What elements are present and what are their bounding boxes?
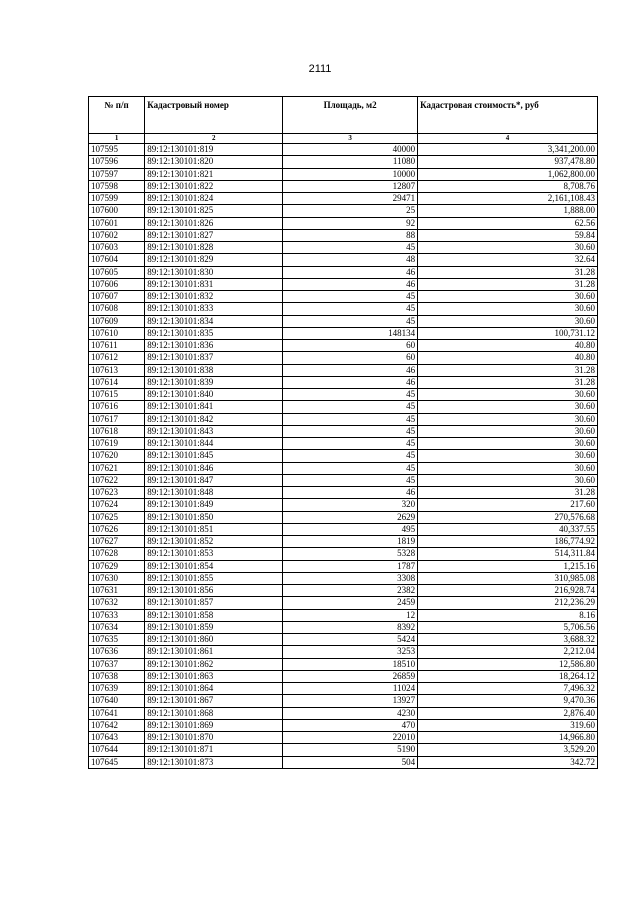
area-cell: 46 <box>283 266 418 278</box>
cadastral-number-cell: 89:12:130101:852 <box>145 536 283 548</box>
area-cell: 320 <box>283 499 418 511</box>
cadastral-number-cell: 89:12:130101:860 <box>145 634 283 646</box>
cadastral-number-cell: 89:12:130101:849 <box>145 499 283 511</box>
cadastral-number-cell: 89:12:130101:851 <box>145 523 283 535</box>
cadastral-cost-cell: 40.80 <box>418 340 598 352</box>
area-cell: 5424 <box>283 634 418 646</box>
row-number-cell: 107610 <box>89 327 145 339</box>
table-row <box>89 291 598 303</box>
row-number-cell: 107622 <box>89 474 145 486</box>
area-cell: 40000 <box>283 144 418 156</box>
area-cell: 60 <box>283 352 418 364</box>
area-cell: 45 <box>283 413 418 425</box>
table-row <box>89 450 598 462</box>
table-row <box>89 156 598 168</box>
area-cell: 5328 <box>283 548 418 560</box>
cadastral-number-cell: 89:12:130101:820 <box>145 156 283 168</box>
cadastral-number-cell: 89:12:130101:830 <box>145 266 283 278</box>
page-number: 2111 <box>308 63 332 75</box>
cadastral-cost-cell: 12,586.80 <box>418 658 598 670</box>
row-number-cell: 107597 <box>89 168 145 180</box>
cadastral-number-cell: 89:12:130101:857 <box>145 597 283 609</box>
header-area: Площадь, м2 <box>283 97 418 134</box>
row-number-cell: 107598 <box>89 180 145 192</box>
table-row <box>89 229 598 241</box>
cadastral-number-cell: 89:12:130101:854 <box>145 560 283 572</box>
area-cell: 13927 <box>283 695 418 707</box>
area-cell: 10000 <box>283 168 418 180</box>
table-row <box>89 572 598 584</box>
cadastral-cost-cell: 30.60 <box>418 401 598 413</box>
table-row <box>89 707 598 719</box>
cadastral-number-cell: 89:12:130101:840 <box>145 389 283 401</box>
area-cell: 12 <box>283 609 418 621</box>
cadastral-number-cell: 89:12:130101:819 <box>145 144 283 156</box>
area-cell: 4230 <box>283 707 418 719</box>
table-row <box>89 389 598 401</box>
cadastral-cost-cell: 270,576.68 <box>418 511 598 523</box>
cadastral-number-cell: 89:12:130101:869 <box>145 719 283 731</box>
column-number-4: 4 <box>418 134 598 144</box>
table-row <box>89 646 598 658</box>
cadastral-cost-cell: 100,731.12 <box>418 327 598 339</box>
area-cell: 1819 <box>283 536 418 548</box>
area-cell: 60 <box>283 340 418 352</box>
cadastral-cost-cell: 186,774.92 <box>418 536 598 548</box>
table-row <box>89 401 598 413</box>
cadastral-number-cell: 89:12:130101:862 <box>145 658 283 670</box>
area-cell: 18510 <box>283 658 418 670</box>
row-number-cell: 107629 <box>89 560 145 572</box>
cadastral-number-cell: 89:12:130101:864 <box>145 683 283 695</box>
cadastral-cost-cell: 30.60 <box>418 413 598 425</box>
cadastral-number-cell: 89:12:130101:835 <box>145 327 283 339</box>
area-cell: 45 <box>283 450 418 462</box>
cadastral-cost-cell: 2,212.04 <box>418 646 598 658</box>
area-cell: 46 <box>283 278 418 290</box>
table-row <box>89 744 598 756</box>
cadastral-number-cell: 89:12:130101:846 <box>145 462 283 474</box>
cadastral-number-cell: 89:12:130101:848 <box>145 487 283 499</box>
cadastral-cost-cell: 8,708.76 <box>418 180 598 192</box>
row-number-cell: 107595 <box>89 144 145 156</box>
row-number-cell: 107609 <box>89 315 145 327</box>
table-body <box>89 144 598 769</box>
cadastral-cost-cell: 310,985.08 <box>418 572 598 584</box>
area-cell: 46 <box>283 364 418 376</box>
table-row <box>89 585 598 597</box>
area-cell: 45 <box>283 242 418 254</box>
row-number-cell: 107633 <box>89 609 145 621</box>
cadastral-number-cell: 89:12:130101:853 <box>145 548 283 560</box>
row-number-cell: 107624 <box>89 499 145 511</box>
cadastral-cost-cell: 2,161,108.43 <box>418 193 598 205</box>
area-cell: 45 <box>283 462 418 474</box>
table-row <box>89 376 598 388</box>
cadastral-cost-cell: 30.60 <box>418 425 598 437</box>
table-row <box>89 670 598 682</box>
row-number-cell: 107627 <box>89 536 145 548</box>
column-number-1: 1 <box>89 134 145 144</box>
table-row <box>89 180 598 192</box>
cadastral-cost-cell: 30.60 <box>418 474 598 486</box>
row-number-cell: 107645 <box>89 756 145 768</box>
table-row <box>89 621 598 633</box>
area-cell: 12807 <box>283 180 418 192</box>
cadastral-number-cell: 89:12:130101:827 <box>145 229 283 241</box>
table-row <box>89 315 598 327</box>
row-number-cell: 107621 <box>89 462 145 474</box>
cadastral-number-cell: 89:12:130101:839 <box>145 376 283 388</box>
cadastral-cost-cell: 7,496.32 <box>418 683 598 695</box>
cadastral-cost-cell: 8.16 <box>418 609 598 621</box>
cadastral-number-cell: 89:12:130101:834 <box>145 315 283 327</box>
row-number-cell: 107601 <box>89 217 145 229</box>
area-cell: 45 <box>283 315 418 327</box>
table-row <box>89 756 598 768</box>
cadastral-cost-cell: 2,876.40 <box>418 707 598 719</box>
cadastral-cost-cell: 31.28 <box>418 376 598 388</box>
row-number-cell: 107641 <box>89 707 145 719</box>
cadastral-number-cell: 89:12:130101:871 <box>145 744 283 756</box>
table-row <box>89 352 598 364</box>
table-row <box>89 732 598 744</box>
cadastral-number-cell: 89:12:130101:873 <box>145 756 283 768</box>
table-row <box>89 144 598 156</box>
cadastral-number-cell: 89:12:130101:831 <box>145 278 283 290</box>
row-number-cell: 107600 <box>89 205 145 217</box>
area-cell: 3308 <box>283 572 418 584</box>
table-row <box>89 536 598 548</box>
cadastral-number-cell: 89:12:130101:821 <box>145 168 283 180</box>
cadastral-cost-cell: 30.60 <box>418 438 598 450</box>
area-cell: 48 <box>283 254 418 266</box>
table-row <box>89 719 598 731</box>
area-cell: 470 <box>283 719 418 731</box>
table-row <box>89 266 598 278</box>
row-number-cell: 107611 <box>89 340 145 352</box>
cadastral-registry-table <box>88 96 598 769</box>
cadastral-number-cell: 89:12:130101:836 <box>145 340 283 352</box>
cadastral-number-cell: 89:12:130101:868 <box>145 707 283 719</box>
cadastral-number-cell: 89:12:130101:859 <box>145 621 283 633</box>
cadastral-cost-cell: 1,888.00 <box>418 205 598 217</box>
header-cadastral-number: Кадастровый номер <box>145 97 283 134</box>
row-number-cell: 107607 <box>89 291 145 303</box>
cadastral-cost-cell: 9,470.36 <box>418 695 598 707</box>
table-row <box>89 168 598 180</box>
area-cell: 148134 <box>283 327 418 339</box>
area-cell: 504 <box>283 756 418 768</box>
cadastral-number-cell: 89:12:130101:828 <box>145 242 283 254</box>
row-number-cell: 107634 <box>89 621 145 633</box>
row-number-cell: 107625 <box>89 511 145 523</box>
cadastral-cost-cell: 1,215.16 <box>418 560 598 572</box>
area-cell: 1787 <box>283 560 418 572</box>
table-row <box>89 242 598 254</box>
table-row <box>89 340 598 352</box>
cadastral-number-cell: 89:12:130101:843 <box>145 425 283 437</box>
cadastral-number-cell: 89:12:130101:867 <box>145 695 283 707</box>
table-row <box>89 425 598 437</box>
cadastral-number-cell: 89:12:130101:844 <box>145 438 283 450</box>
cadastral-cost-cell: 216,928.74 <box>418 585 598 597</box>
area-cell: 26859 <box>283 670 418 682</box>
cadastral-number-cell: 89:12:130101:850 <box>145 511 283 523</box>
row-number-cell: 107635 <box>89 634 145 646</box>
row-number-cell: 107615 <box>89 389 145 401</box>
area-cell: 46 <box>283 487 418 499</box>
table-row <box>89 193 598 205</box>
table-row <box>89 474 598 486</box>
table-row <box>89 217 598 229</box>
row-number-cell: 107614 <box>89 376 145 388</box>
table-row <box>89 560 598 572</box>
table-row <box>89 327 598 339</box>
cadastral-number-cell: 89:12:130101:825 <box>145 205 283 217</box>
area-cell: 45 <box>283 425 418 437</box>
cadastral-number-cell: 89:12:130101:826 <box>145 217 283 229</box>
header-cadastral-cost: Кадастровая стоимость*, руб <box>418 97 598 134</box>
cadastral-cost-cell: 212,236.29 <box>418 597 598 609</box>
cadastral-cost-cell: 30.60 <box>418 242 598 254</box>
column-number-3: 3 <box>283 134 418 144</box>
row-number-cell: 107612 <box>89 352 145 364</box>
row-number-cell: 107630 <box>89 572 145 584</box>
cadastral-cost-cell: 1,062,800.00 <box>418 168 598 180</box>
cadastral-cost-cell: 62.56 <box>418 217 598 229</box>
row-number-cell: 107642 <box>89 719 145 731</box>
column-number-2: 2 <box>145 134 283 144</box>
table-row <box>89 683 598 695</box>
table-row <box>89 658 598 670</box>
row-number-cell: 107605 <box>89 266 145 278</box>
row-number-cell: 107640 <box>89 695 145 707</box>
cadastral-cost-cell: 31.28 <box>418 266 598 278</box>
cadastral-number-cell: 89:12:130101:847 <box>145 474 283 486</box>
area-cell: 45 <box>283 303 418 315</box>
area-cell: 25 <box>283 205 418 217</box>
table-row <box>89 205 598 217</box>
header-row-number: № п/п <box>89 97 145 134</box>
cadastral-cost-cell: 3,688.32 <box>418 634 598 646</box>
row-number-cell: 107637 <box>89 658 145 670</box>
row-number-cell: 107608 <box>89 303 145 315</box>
table-row <box>89 511 598 523</box>
cadastral-cost-cell: 32.64 <box>418 254 598 266</box>
area-cell: 2629 <box>283 511 418 523</box>
table-row <box>89 462 598 474</box>
cadastral-cost-cell: 5,706.56 <box>418 621 598 633</box>
area-cell: 5190 <box>283 744 418 756</box>
area-cell: 2382 <box>283 585 418 597</box>
row-number-cell: 107631 <box>89 585 145 597</box>
row-number-cell: 107620 <box>89 450 145 462</box>
cadastral-number-cell: 89:12:130101:838 <box>145 364 283 376</box>
cadastral-cost-cell: 31.28 <box>418 487 598 499</box>
row-number-cell: 107602 <box>89 229 145 241</box>
cadastral-cost-cell: 30.60 <box>418 291 598 303</box>
row-number-cell: 107599 <box>89 193 145 205</box>
row-number-cell: 107596 <box>89 156 145 168</box>
area-cell: 22010 <box>283 732 418 744</box>
cadastral-number-cell: 89:12:130101:829 <box>145 254 283 266</box>
cadastral-number-cell: 89:12:130101:855 <box>145 572 283 584</box>
cadastral-cost-cell: 342.72 <box>418 756 598 768</box>
cadastral-number-cell: 89:12:130101:822 <box>145 180 283 192</box>
cadastral-cost-cell: 40.80 <box>418 352 598 364</box>
row-number-cell: 107604 <box>89 254 145 266</box>
row-number-cell: 107628 <box>89 548 145 560</box>
area-cell: 92 <box>283 217 418 229</box>
table-row <box>89 364 598 376</box>
area-cell: 88 <box>283 229 418 241</box>
cadastral-number-cell: 89:12:130101:858 <box>145 609 283 621</box>
cadastral-cost-cell: 30.60 <box>418 389 598 401</box>
area-cell: 11080 <box>283 156 418 168</box>
cadastral-cost-cell: 217.60 <box>418 499 598 511</box>
cadastral-number-cell: 89:12:130101:870 <box>145 732 283 744</box>
row-number-cell: 107623 <box>89 487 145 499</box>
table-row <box>89 548 598 560</box>
table-row <box>89 413 598 425</box>
cadastral-number-cell: 89:12:130101:841 <box>145 401 283 413</box>
cadastral-number-cell: 89:12:130101:842 <box>145 413 283 425</box>
cadastral-number-cell: 89:12:130101:837 <box>145 352 283 364</box>
table-row <box>89 634 598 646</box>
cadastral-cost-cell: 31.28 <box>418 278 598 290</box>
table-header-row <box>89 97 598 134</box>
cadastral-cost-cell: 40,337.55 <box>418 523 598 535</box>
cadastral-number-cell: 89:12:130101:861 <box>145 646 283 658</box>
area-cell: 11024 <box>283 683 418 695</box>
row-number-cell: 107606 <box>89 278 145 290</box>
row-number-cell: 107638 <box>89 670 145 682</box>
cadastral-cost-cell: 30.60 <box>418 462 598 474</box>
area-cell: 45 <box>283 474 418 486</box>
cadastral-number-cell: 89:12:130101:833 <box>145 303 283 315</box>
area-cell: 8392 <box>283 621 418 633</box>
area-cell: 29471 <box>283 193 418 205</box>
area-cell: 46 <box>283 376 418 388</box>
table-row <box>89 695 598 707</box>
table-row <box>89 487 598 499</box>
area-cell: 45 <box>283 291 418 303</box>
cadastral-number-cell: 89:12:130101:845 <box>145 450 283 462</box>
cadastral-cost-cell: 3,529.20 <box>418 744 598 756</box>
area-cell: 2459 <box>283 597 418 609</box>
table-row <box>89 254 598 266</box>
row-number-cell: 107616 <box>89 401 145 413</box>
cadastral-cost-cell: 30.60 <box>418 303 598 315</box>
row-number-cell: 107613 <box>89 364 145 376</box>
column-numbering-row <box>89 134 598 144</box>
cadastral-cost-cell: 30.60 <box>418 450 598 462</box>
cadastral-number-cell: 89:12:130101:863 <box>145 670 283 682</box>
row-number-cell: 107617 <box>89 413 145 425</box>
cadastral-cost-cell: 59.84 <box>418 229 598 241</box>
row-number-cell: 107639 <box>89 683 145 695</box>
row-number-cell: 107636 <box>89 646 145 658</box>
cadastral-cost-cell: 18,264.12 <box>418 670 598 682</box>
table-row <box>89 609 598 621</box>
row-number-cell: 107603 <box>89 242 145 254</box>
cadastral-cost-cell: 937,478.80 <box>418 156 598 168</box>
row-number-cell: 107618 <box>89 425 145 437</box>
cadastral-number-cell: 89:12:130101:832 <box>145 291 283 303</box>
cadastral-number-cell: 89:12:130101:856 <box>145 585 283 597</box>
row-number-cell: 107632 <box>89 597 145 609</box>
table-row <box>89 278 598 290</box>
table-row <box>89 438 598 450</box>
row-number-cell: 107626 <box>89 523 145 535</box>
table-row <box>89 597 598 609</box>
cadastral-number-cell: 89:12:130101:824 <box>145 193 283 205</box>
cadastral-cost-cell: 319.60 <box>418 719 598 731</box>
row-number-cell: 107644 <box>89 744 145 756</box>
area-cell: 45 <box>283 389 418 401</box>
cadastral-cost-cell: 14,966.80 <box>418 732 598 744</box>
row-number-cell: 107619 <box>89 438 145 450</box>
cadastral-cost-cell: 30.60 <box>418 315 598 327</box>
cadastral-cost-cell: 31.28 <box>418 364 598 376</box>
cadastral-cost-cell: 3,341,200.00 <box>418 144 598 156</box>
row-number-cell: 107643 <box>89 732 145 744</box>
area-cell: 495 <box>283 523 418 535</box>
table-row <box>89 523 598 535</box>
area-cell: 45 <box>283 401 418 413</box>
area-cell: 3253 <box>283 646 418 658</box>
table-row <box>89 499 598 511</box>
table-row <box>89 303 598 315</box>
area-cell: 45 <box>283 438 418 450</box>
cadastral-cost-cell: 514,311.84 <box>418 548 598 560</box>
